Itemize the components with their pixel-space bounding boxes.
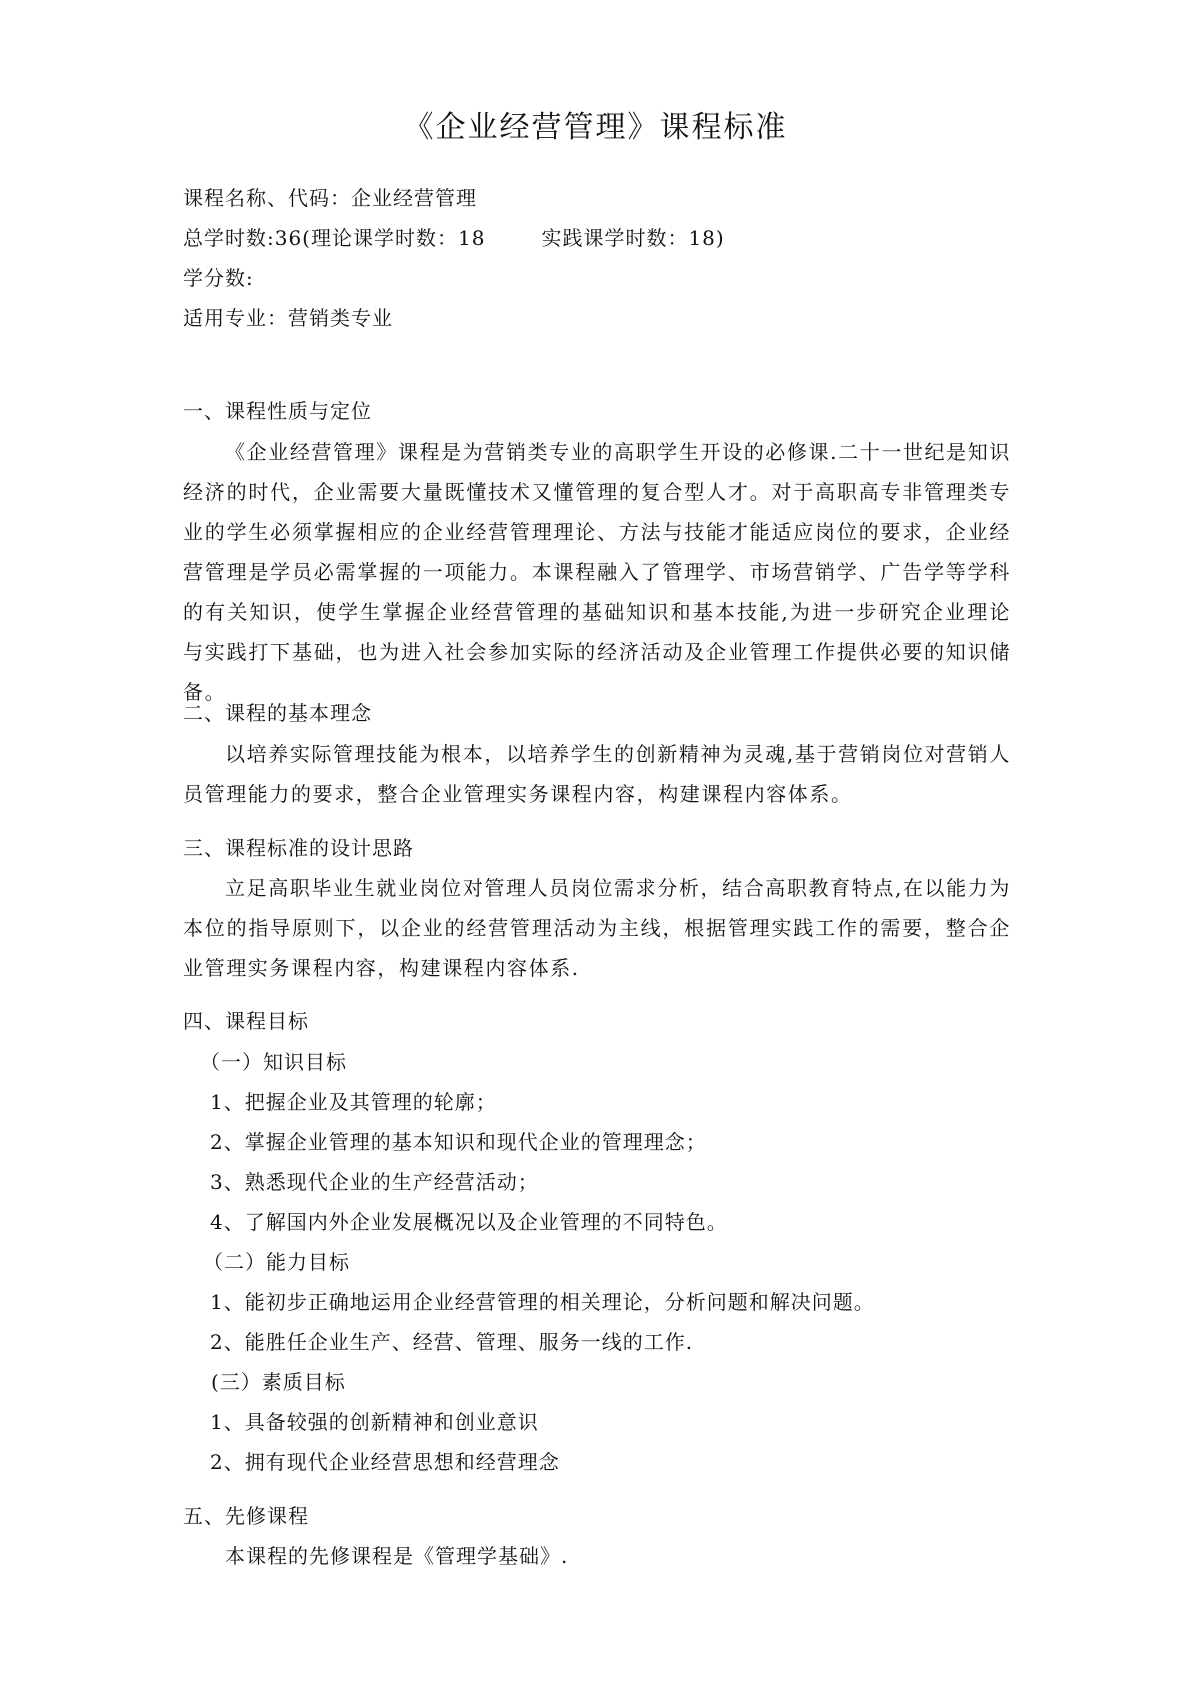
section-3-heading: 三、课程标准的设计思路 — [183, 836, 414, 860]
meta-hours — [183, 224, 725, 252]
section-1-heading: 一、课程性质与定位 — [183, 399, 372, 423]
meta-hours-practice: 实践课学时数：18) — [541, 226, 725, 250]
meta-hours-total: 总学时数:36(理论课学时数：18 — [183, 226, 486, 250]
knowledge-goal-item: 3、熟悉现代企业的生产经营活动； — [210, 1170, 539, 1194]
quality-goals-label: (三）素质目标 — [211, 1370, 346, 1394]
quality-goal-item: 1、具备较强的创新精神和创业意识 — [210, 1410, 539, 1434]
section-4-heading: 四、课程目标 — [183, 1009, 309, 1033]
meta-credits: 学分数: — [183, 266, 254, 290]
section-3-body: 立足高职毕业生就业岗位对管理人员岗位需求分析，结合高职教育特点,在以能力为本位的指导原则下，以企业的经营管理活动为主线，根据管理实践工作的需要，整合企业管理实务课程内容，构建课程内容体系. — [183, 876, 1011, 980]
section-1-body: 《企业经营管理》课程是为营销类专业的高职学生开设的必修课.二十一世纪是知识经济的时代，企业需要大量既懂技术又懂管理的复合型人才。对于高职高专非管理类专业的学生必须掌握相应的企业经营管理理论、方法与技能才能适应岗位的要求，企业经营管理是学员必需掌握的一项能力。本课程融入了管理学、市场营销学、广告学等学科的有关知识，使学生掌握企业经营管理的基础知识和基本技能,为进一步研究企业理论与实践打下基础，也为进入社会参加实际的经济活动及企业管理工作提供必要的知识储备。 — [183, 440, 1011, 704]
meta-major: 适用专业：营销类专业 — [183, 306, 393, 330]
ability-goal-item: 2、能胜任企业生产、经营、管理、服务一线的工作. — [210, 1330, 694, 1354]
knowledge-goals-label: （一）知识目标 — [200, 1050, 347, 1074]
section-5-heading: 五、先修课程 — [183, 1504, 309, 1528]
knowledge-goal-item: 4、了解国内外企业发展概况以及企业管理的不同特色。 — [210, 1210, 728, 1234]
section-2-body: 以培养实际管理技能为根本，以培养学生的创新精神为灵魂,基于营销岗位对营销人员管理能力的要求，整合企业管理实务课程内容，构建课程内容体系。 — [183, 742, 1011, 806]
document-title: 《企业经营管理》课程标准 — [403, 110, 788, 145]
quality-goal-item: 2、拥有现代企业经营思想和经营理念 — [210, 1450, 560, 1474]
ability-goals-label: （二）能力目标 — [203, 1250, 350, 1274]
section-2-heading: 二、课程的基本理念 — [183, 701, 372, 725]
meta-course-name: 课程名称、代码：企业经营管理 — [183, 186, 477, 210]
ability-goal-item: 1、能初步正确地运用企业经营管理的相关理论，分析问题和解决问题。 — [210, 1290, 875, 1314]
knowledge-goal-item: 1、把握企业及其管理的轮廓； — [210, 1090, 497, 1114]
knowledge-goal-item: 2、掌握企业管理的基本知识和现代企业的管理理念； — [210, 1130, 707, 1154]
section-5-body: 本课程的先修课程是《管理学基础》. — [225, 1544, 569, 1568]
